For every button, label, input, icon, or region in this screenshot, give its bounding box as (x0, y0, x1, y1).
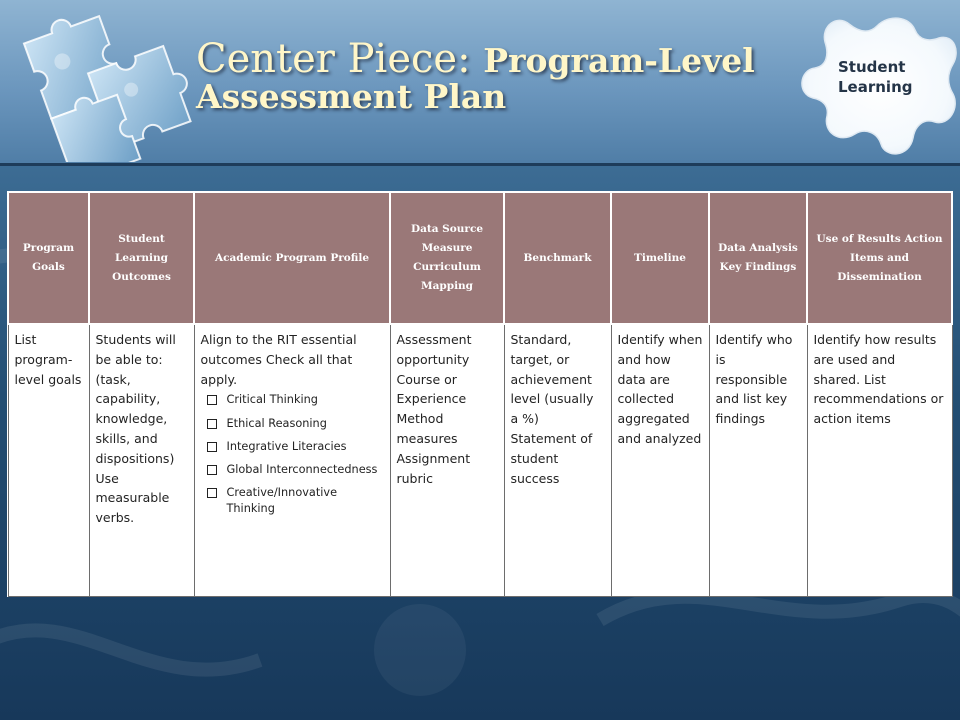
cell-use-of-results-text: Identify how results are used and shared. List recommendations or action items (813, 332, 944, 427)
header-data-source: Data Source Measure Curriculum Mapping (390, 192, 504, 324)
checklist-item-label: Ethical Reasoning (226, 416, 327, 430)
cell-timeline-text: Identify when and how data are collected aggregated and analyzed (617, 332, 703, 446)
checklist-item (205, 485, 384, 517)
header-benchmark: Benchmark (504, 192, 611, 324)
cell-academic-program-profile (194, 324, 390, 597)
checklist-item (205, 392, 384, 408)
table-header-row (8, 192, 952, 324)
badge-line2: Learning (838, 78, 913, 96)
cell-slo-text: Students will be able to: (task, capability, knowledge, skills, and dispositions) Use measurable verbs. (95, 332, 176, 526)
slide-title (196, 38, 796, 115)
title-sub-line1: Program-Level (483, 41, 755, 80)
cell-program-goals-text: List program-level goals (14, 332, 82, 387)
checklist-item (205, 439, 384, 455)
checkbox-icon (207, 419, 217, 429)
cell-program-goals (8, 324, 89, 597)
cell-benchmark (504, 324, 611, 597)
checkbox-icon (207, 395, 217, 405)
checklist-item-label: Critical Thinking (226, 393, 318, 407)
cell-student-learning-outcomes (89, 324, 194, 597)
header-academic-program-profile: Academic Program Profile (194, 192, 390, 324)
puzzle-pieces-icon (2, 2, 192, 162)
cell-timeline (611, 324, 709, 597)
cell-data-analysis-text: Identify who is responsible and list key findings (715, 332, 793, 427)
cell-data-source (390, 324, 504, 597)
header-data-analysis: Data Analysis Key Findings (709, 192, 807, 324)
cell-profile-text: Align to the RIT essential outcomes Check all that apply. (200, 332, 357, 387)
checklist-item-label: Creative/Innovative Thinking (226, 486, 338, 516)
badge-line1: Student (838, 58, 906, 76)
checklist-item-label: Integrative Literacies (226, 439, 347, 453)
title-band-divider (0, 163, 960, 166)
checklist-item (205, 416, 384, 432)
assessment-plan-table (7, 191, 953, 597)
cell-use-of-results (807, 324, 952, 597)
checkbox-icon (207, 488, 217, 498)
table-row (8, 324, 952, 597)
checkbox-icon (207, 442, 217, 452)
header-program-goals: Program Goals (8, 192, 89, 324)
checklist-item (205, 462, 384, 478)
checkbox-icon (207, 465, 217, 475)
title-main: Center Piece: (196, 36, 484, 82)
essential-outcomes-checklist (201, 392, 384, 517)
cell-benchmark-text: Standard, target, or achievement level (usually a %) Statement of student success (510, 332, 594, 486)
cell-data-source-text: Assessment opportunity Course or Experience Method measures Assignment rubric (396, 332, 472, 486)
title-sub-line2: Assessment Plan (196, 77, 507, 117)
header-timeline: Timeline (611, 192, 709, 324)
header-use-of-results: Use of Results Action Items and Dissemination (807, 192, 952, 324)
checklist-item-label: Global Interconnectedness (226, 463, 378, 476)
header-student-learning-outcomes: Student Learning Outcomes (89, 192, 194, 324)
cell-data-analysis (709, 324, 807, 597)
badge-label (838, 57, 913, 97)
